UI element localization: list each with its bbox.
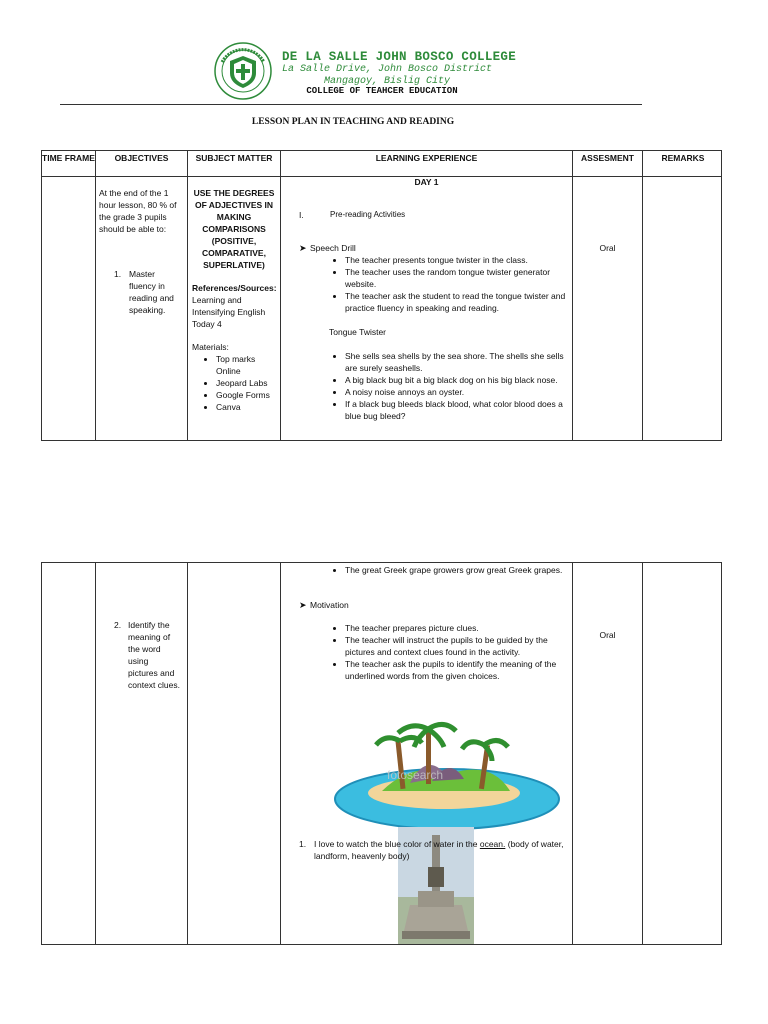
objective1-text: Master fluency in reading and speaking.: [129, 269, 174, 315]
speech-drill-item: • The teacher ask the student to read the tongue twister and practice fluency in speaking and reading.: [345, 290, 567, 314]
department-name: COLLEGE OF TEAHCER EDUCATION: [306, 86, 458, 96]
motivation-item: • The teacher will instruct the pupils to be guided by the pictures and context clues found in the activity.: [345, 634, 567, 658]
header-subject-matter: SUBJECT MATTER: [195, 153, 273, 163]
objective1-number: 1.: [114, 269, 122, 279]
material-item: • Jeopard Labs: [216, 377, 278, 389]
references-label: References/Sources:: [192, 283, 277, 293]
assessment-value: Oral: [599, 630, 616, 640]
tongue-twister-item: • A big black bug bit a big black dog on his big black nose.: [345, 374, 567, 386]
tongue-twister-list: [331, 350, 567, 422]
question1-text-before: I love to watch the blue color of water in the: [314, 839, 480, 849]
subject-title: USE THE DEGREES OF ADJECTIVES IN MAKING COMPARISONS (POSITIVE, COMPARATIVE, SUPERLATIVE): [193, 188, 275, 270]
speech-drill-item: • The teacher uses the random tongue twister generator website.: [345, 266, 567, 290]
objective2-number: 2.: [114, 620, 122, 630]
day-label: DAY 1: [414, 177, 439, 187]
question1-underlined-word: ocean.: [479, 839, 506, 849]
college-name: DE LA SALLE JOHN BOSCO COLLEGE: [282, 50, 517, 64]
speech-drill-heading: [299, 242, 559, 254]
lesson-plan-table-page2: [41, 562, 722, 945]
header-time-frame: TIME FRAME: [42, 153, 95, 163]
material-item: • Top marks Online: [216, 353, 278, 377]
materials-label: Materials:: [192, 342, 229, 352]
references-text: Learning and Intensifying English Today 4: [192, 295, 266, 329]
motivation-item: • The teacher ask the pupils to identify the meaning of the underlined words from the given choices.: [345, 658, 567, 682]
tongue-twister-item: • The great Greek grape growers grow great Greek grapes.: [345, 564, 567, 576]
header-objectives: OBJECTIVES: [114, 153, 169, 163]
header-learning-experience: LEARNING EXPERIENCE: [375, 153, 478, 163]
objective2-text: Identify the meaning of the word using pictures and context clues.: [128, 620, 180, 690]
question1-number: 1.: [299, 839, 307, 849]
image-watermark: fotosearch: [387, 768, 444, 782]
motivation-item: • The teacher prepares picture clues.: [345, 622, 567, 634]
header-remarks: REMARKS: [661, 153, 705, 163]
speech-drill-title: Speech Drill: [310, 243, 356, 253]
document-title: LESSON PLAN IN TEACHING AND READING: [251, 117, 455, 127]
speech-drill-item: • The teacher presents tongue twister in the class.: [345, 254, 567, 266]
motivation-list: [331, 622, 567, 682]
section-number: I.: [299, 210, 304, 220]
question1-choices: (body of water, landform, heavenly body): [314, 839, 564, 861]
section-title: Pre-reading Activities: [330, 210, 406, 219]
arrow-bullet-icon: ➤: [299, 243, 307, 253]
lesson-plan-table-page1: [41, 150, 722, 441]
material-item: • Google Forms: [216, 389, 278, 401]
college-address-line1: La Salle Drive, John Bosco District: [282, 64, 493, 75]
speech-drill-list: [331, 254, 567, 314]
objectives-intro: At the end of the 1 hour lesson, 80 % of the grade 3 pupils should be able to:: [99, 188, 177, 234]
material-item: • Canva: [216, 401, 278, 413]
arrow-bullet-icon: ➤: [299, 600, 307, 610]
college-address-line2: Mangagoy, Bislig City: [323, 76, 451, 87]
header-divider: [60, 104, 642, 105]
motivation-heading: [299, 599, 559, 611]
assessment-value: Oral: [599, 243, 616, 253]
motivation-title: Motivation: [310, 600, 349, 610]
tongue-twister-item: • A noisy noise annoys an oyster.: [345, 386, 567, 398]
carry-over-list: [331, 564, 567, 576]
question1: [314, 838, 564, 862]
header-assessment: ASSESMENT: [581, 153, 634, 163]
materials-list: [202, 353, 278, 413]
college-seal-logo: [214, 42, 272, 100]
tongue-twister-item: • If a black bug bleeds black blood, what color blood does a blue bug bleed?: [345, 398, 567, 422]
tongue-twister-title: Tongue Twister: [329, 327, 387, 337]
tongue-twister-item: • She sells sea shells by the sea shore. The shells she sells are surely seashells.: [345, 350, 567, 374]
